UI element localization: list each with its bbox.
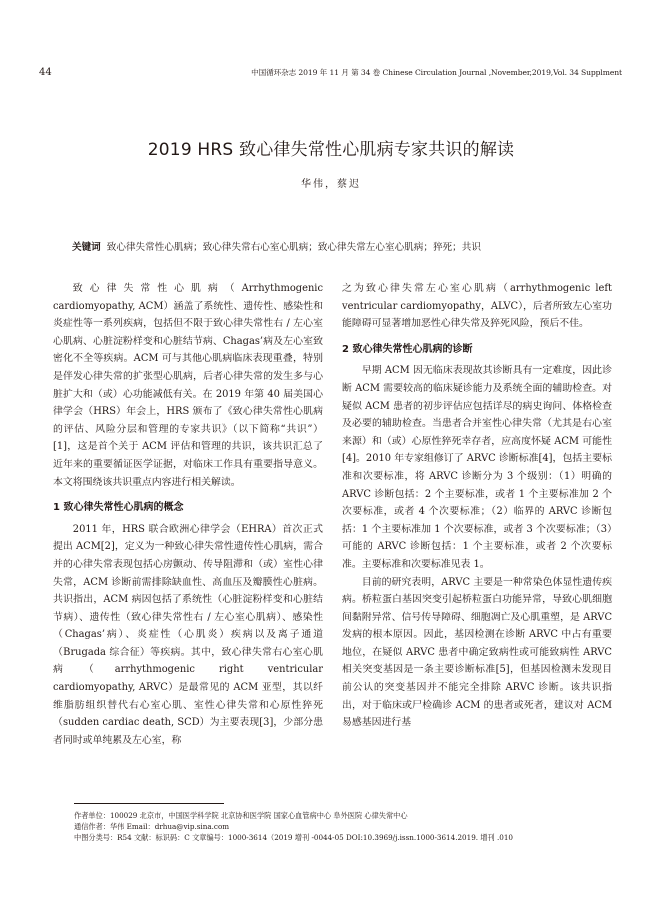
- authors: 华伟，蔡迟: [301, 179, 361, 190]
- section-heading: 1 致心律失常性心肌病的概念: [53, 502, 184, 514]
- paragraph: 2011 年，HRS 联合欧洲心律学会（EHRA）首次正式提出 ACM[2]，定义为一种致心律失常性遗传性心肌病，需合并的心律失常表现包括心房颤动、传导阻滞和（或）室性心律失常，ACM 诊断前需排除缺血性、高血压及瓣膜性心脏病。共识指出，ACM 病因包括了系统性（心脏淀粉样变和心脏结节病）、遗传性（致心律失常性右 / 左心室心肌病）、感染性（Chagas’病）、炎症性（心肌炎）疾病以及离子通道（Brugada 综合征）等疾病。其中，致心律失常右心室心肌病（arrhythmogenic right ventricular cardiomyopathy, ARVC）是最常见的 ACM 亚型，其以纤维脂肪组织替代右心室心肌、室性心律失常和心原性猝死（sudden cardiac death, SCD）为主要表现[3]，少部分患者同时或单纯累及左心室，称: [53, 523, 323, 746]
- article-title: 2019 HRS 致心律失常性心肌病专家共识的解读: [147, 140, 515, 160]
- page-number: 44: [39, 67, 52, 78]
- paragraph: 目前的研究表明，ARVC 主要是一种常染色体显性遗传疾病。桥粒蛋白基因突变引起桥粒蛋白功能异常，导致心肌细胞间黏附异常、信号传导障碍、细胞凋亡及心肌重塑，是 ARVC 发病的根本原因。因此，基因检测在诊断 ARVC 中占有重要地位，在疑似 ARVC 患者中确定致病性或可能致病性 ARVC 相关突变基因是一条主要诊断标准[5]，但基因检测未发现目前公认的突变基因并不能完全排除 ARVC 诊断。该共识指出，对于临床或尸检确诊 ACM 的患者或死者，建议对 ACM 易感基因进行基: [342, 576, 612, 729]
- keywords-label: 关键词: [72, 242, 101, 253]
- footnote-classification: 中图分类号：R54 文献：标识码：C 文章编号：1000-3614（2019 增刊 -0044-05 DOI:10.3969/j.issn.1000-3614.2019. 增刊 .010: [74, 833, 514, 843]
- left-column: [53, 280, 323, 749]
- keywords-text: 致心律失常性心肌病；致心律失常右心室心肌病；致心律失常左心室心肌病；猝死；共识: [106, 242, 481, 253]
- footnote-affiliation: 作者单位：100029 北京市，中国医学科学院 北京协和医学院 国家心血管病中心 阜外医院 心律失常中心: [74, 811, 408, 820]
- running-head: 中国循环杂志 2019 年 11 月 第 34 卷 Chinese Circulation Journal ,November,2019,Vol. 34 Supplment: [251, 68, 622, 77]
- paragraph: 致心律失常性心肌病（Arrhythmogenic cardiomyopathy, ACM）涵盖了系统性、遗传性、感染性和炎症性等一系列疾病，包括但不限于致心律失常性右 / 左心室心肌病、心脏淀粉样变和心脏结节病、Chagas’病及左心室致密化不全等疾病。ACM 可与其他心肌病临床表现重叠，特别是伴发心律失常的扩张型心肌病，后者心律失常的发生多与心脏扩大和（或）心功能减低有关。在 2019 年第 40 届美国心律学会（HRS）年会上，HRS 颁布了《致心律失常性心肌病的评估、风险分层和管理的专家共识》（以下简称“共识”）[1]，这是首个关于 ACM 评估和管理的共识，该共识汇总了近年来的重要循证医学证据，对临床工作具有重要指导意义。本文将围绕该共识重点内容进行相关解读。: [53, 283, 323, 488]
- paragraph: 之为致心律失常左心室心肌病（arrhythmogenic left ventricular cardiomyopathy，ALVC），后者所致左心室功能障碍可显著增加恶性心律失常及猝死风险，预后不佳。: [342, 283, 612, 330]
- right-column: [342, 280, 612, 732]
- footnote-correspondence: 通信作者：华伟 Email：drhua@vip.sina.com: [74, 822, 230, 832]
- section-heading: 2 致心律失常性心肌病的诊断: [342, 343, 473, 355]
- keywords: [72, 239, 612, 253]
- paragraph: 早期 ACM 因无临床表现故其诊断具有一定难度，因此诊断 ACM 需要较高的临床疑诊能力及系统全面的辅助检查。对疑似 ACM 患者的初步评估应包括详尽的病史询问、体格检查及必要的辅助检查。当患者合并室性心律失常（尤其是右心室来源）和（或）心原性猝死幸存者，应高度怀疑 ACM 可能性[4]。2010 年专家组修订了 ARVC 诊断标准[4]，包括主要标准和次要标准，将 ARVC 诊断分为 3 个级别：（1）明确的 ARVC 诊断包括：2 个主要标准，或者 1 个主要标准加 2 个次要标准，或者 4 个次要标准；（2）临界的 ARVC 诊断包括：1 个主要标准加 1 个次要标准，或者 3 个次要标准；（3）可能的 ARVC 诊断包括：1 个主要标准，或者 2 个次要标准。主要标准和次要标准见表 1。: [342, 365, 612, 570]
- footnote-divider: [74, 803, 224, 804]
- footnotes: [74, 810, 513, 844]
